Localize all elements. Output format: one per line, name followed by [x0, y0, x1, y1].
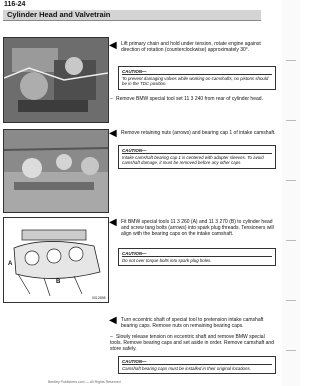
caution-title: CAUTION—: [122, 359, 272, 365]
margin-tick: [286, 180, 296, 181]
label-a: A: [8, 261, 13, 267]
caution-box-4: [118, 356, 276, 374]
page-number: 116-24: [4, 1, 26, 8]
caution-box-1: [118, 66, 276, 90]
caution-body: Intake camshaft bearing cap 1 is centered with adapter sleeves. To avoid camshaft damage, it must be removed before any other caps.: [122, 155, 264, 166]
step-2-text: [110, 96, 278, 102]
step-4-text: Fit BMW special tools 11 3 260 (A) and 11 3 270 (B) to cylinder head and screw tang bolts (arrows) into spark plug threads. Tensioners will align with the bearing caps on the intake camshaft.: [121, 219, 274, 237]
step-arrow: ◀: [109, 315, 117, 326]
step-5-text: Turn eccentric shaft of special tool to pretension intake camshaft bearing caps. Remove nuts on remaining bearing caps.: [121, 317, 264, 329]
step-6-text: [110, 334, 278, 352]
caution-title: CAUTION—: [122, 148, 272, 154]
step-arrow: ◀: [109, 217, 117, 228]
caution-body: Camshaft bearing caps must be installed in their original locations.: [122, 366, 251, 372]
bullet-dash: –: [110, 96, 113, 102]
margin-tick: [286, 350, 296, 351]
margin-tick: [286, 240, 296, 241]
caution-body: To prevent damaging valves while working on camshafts, no pistons should be in the TDC position.: [122, 76, 269, 87]
margin-tick: [286, 120, 296, 121]
caution-title: CAUTION—: [122, 251, 272, 257]
step-1-text: Lift primary chain and hold under tension, rotate engine against direction of rotation (counterclockwise) approximately 30°.: [121, 41, 261, 53]
footer-copyright: Bentley Publishers.com — All Rights Reserved: [48, 380, 121, 384]
bullet-dash: –: [110, 334, 113, 340]
margin-tick: [286, 300, 296, 301]
engine-photo-2: [3, 129, 109, 213]
step-arrow: ◀: [109, 40, 117, 51]
caution-title: CAUTION—: [122, 69, 272, 75]
figure-code: 0012898: [92, 296, 106, 300]
section-title: Cylinder Head and Valvetrain: [7, 10, 111, 19]
engine-photo-1: [3, 37, 109, 123]
margin-strip: [282, 0, 300, 386]
margin-tick: [286, 60, 296, 61]
step-3-text: Remove retaining nuts (arrows) and bearing cap 1 of intake camshaft.: [121, 130, 276, 136]
label-b: B: [56, 279, 61, 285]
step-6-body: Slowly release tension on eccentric shaft and remove BMW special tools. Remove bearing caps and set aside in order. Remove camshaft and store safely.: [110, 334, 274, 352]
caution-box-2: [118, 145, 276, 169]
step-arrow: ◀: [109, 128, 117, 139]
caution-box-3: [118, 248, 276, 266]
caution-body: Do not over torque bolts into spark plug holes.: [122, 258, 212, 264]
step-2-body: Remove BMW special tool set 11 3 240 from rear of cylinder head.: [116, 96, 263, 102]
section-header: [3, 10, 261, 21]
special-tools-illustration: [3, 217, 109, 303]
